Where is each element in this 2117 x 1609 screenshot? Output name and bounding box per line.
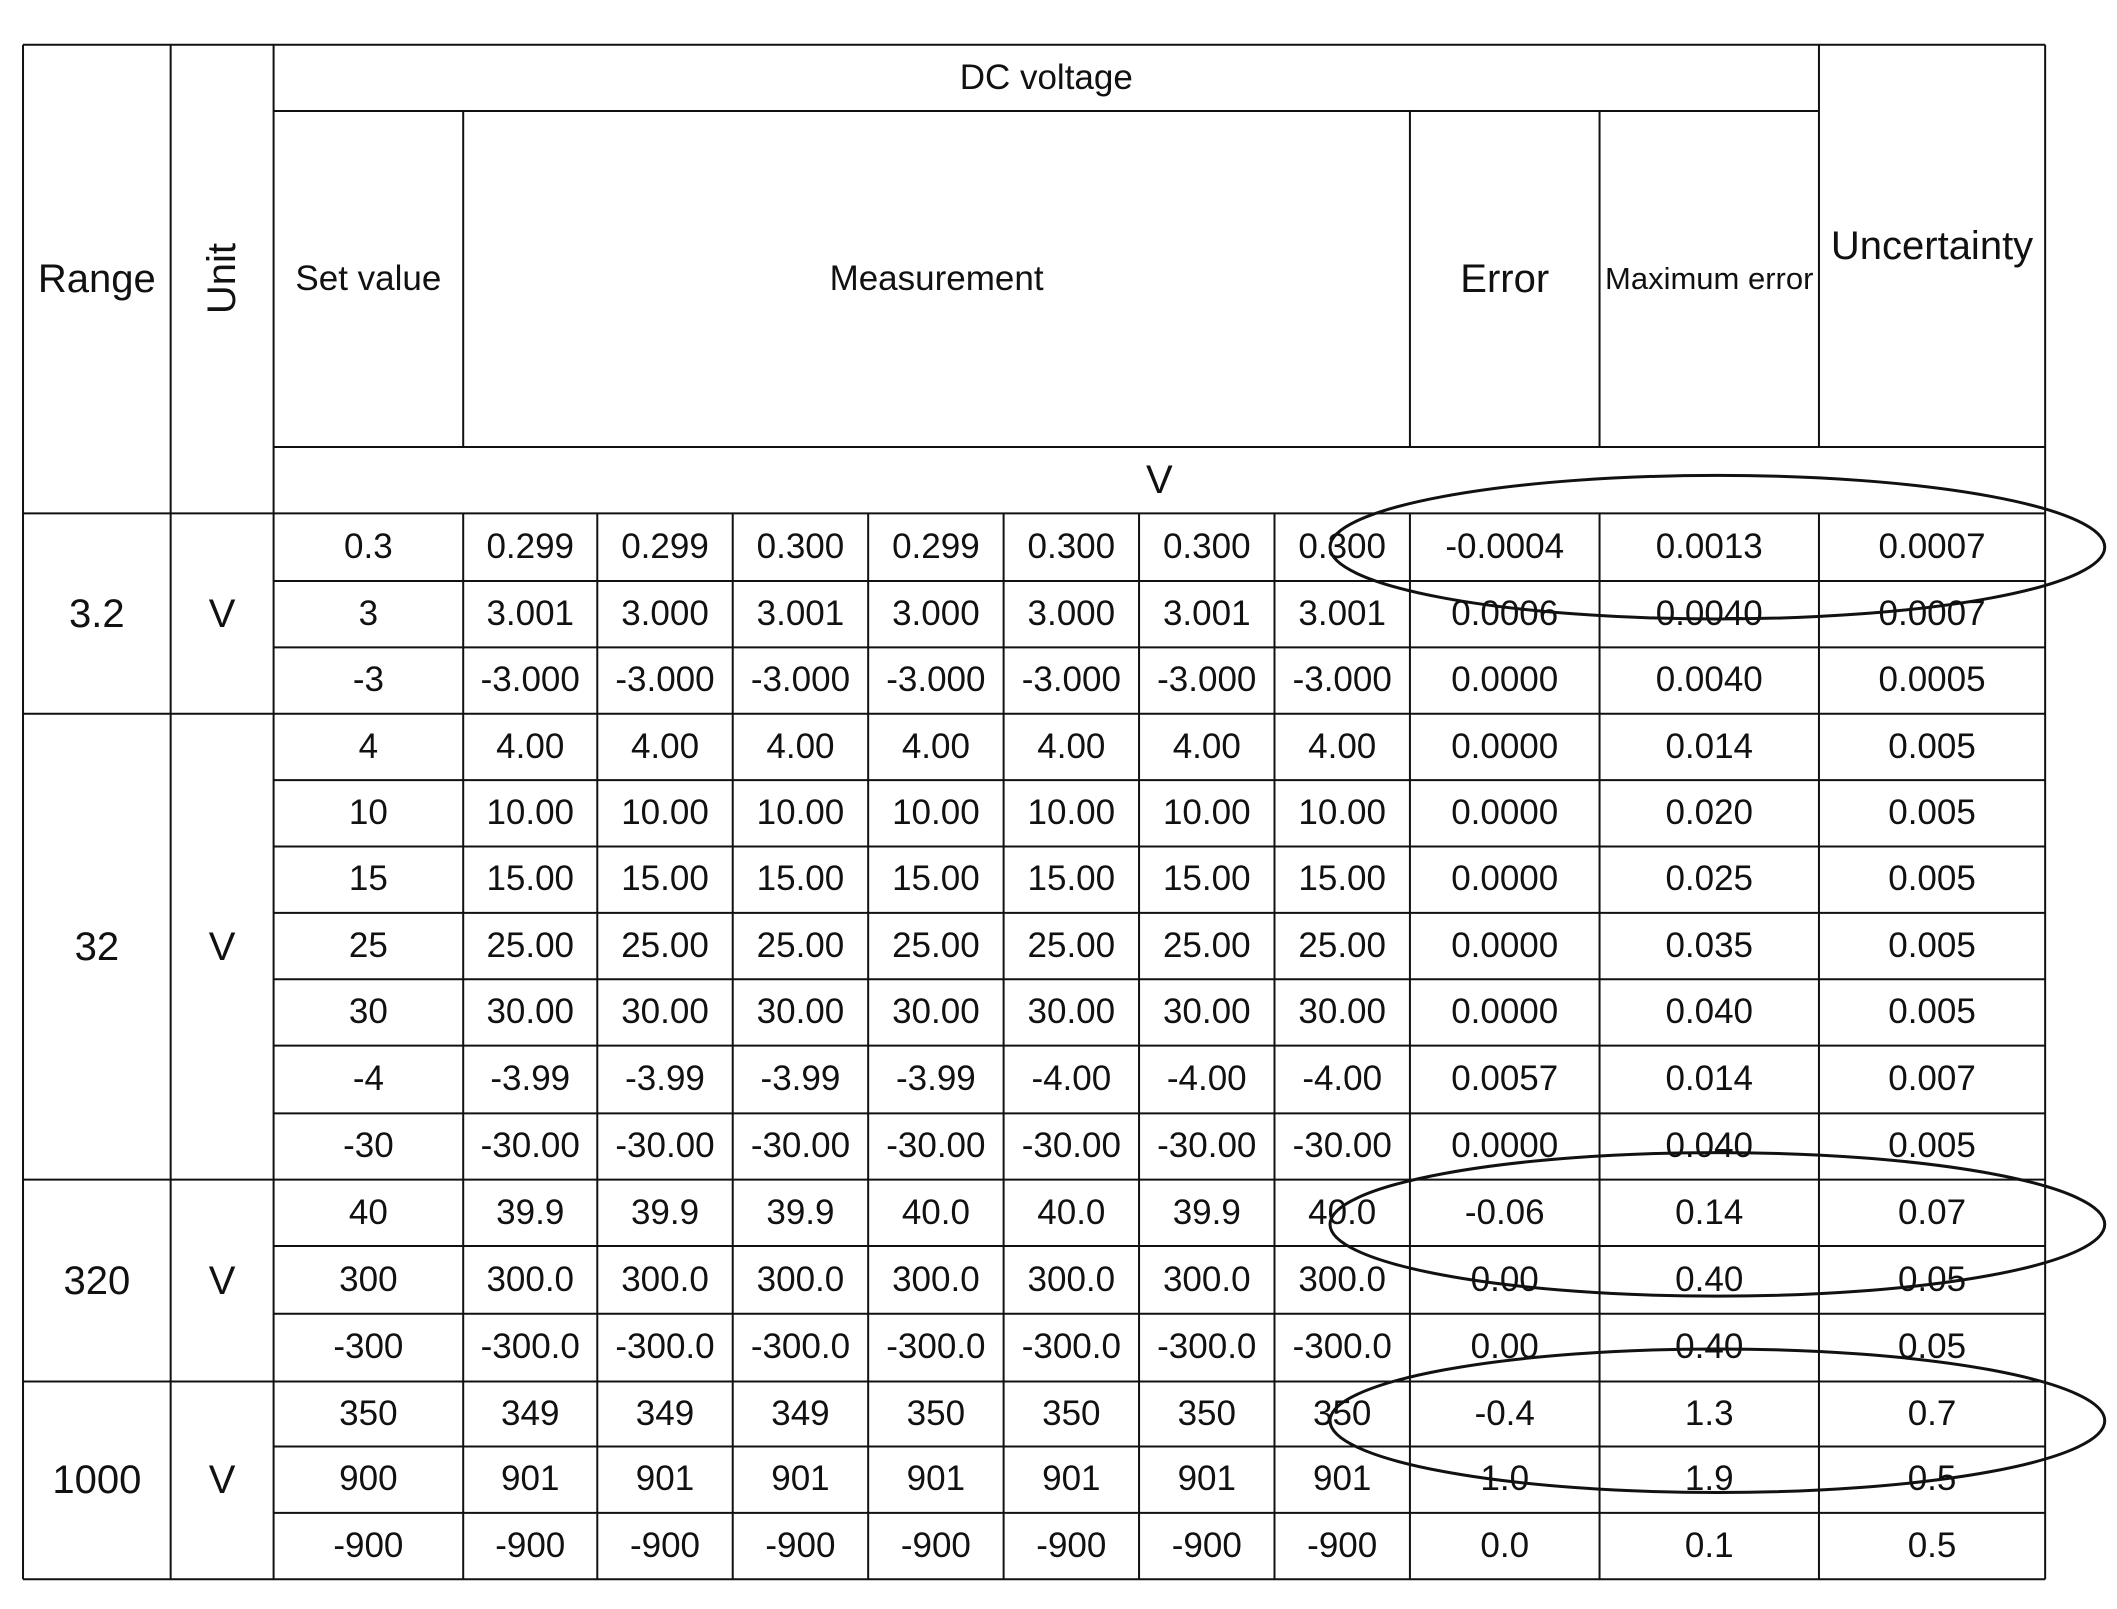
measurement-cell: -900 bbox=[900, 1525, 971, 1565]
uncertainty-cell: 0.07 bbox=[1897, 1192, 1967, 1232]
max-error-cell: 0.014 bbox=[1665, 1059, 1754, 1099]
set-value-cell: -3 bbox=[352, 660, 384, 700]
measurement-cell: -300.0 bbox=[886, 1327, 986, 1367]
measurement-cell: 30.00 bbox=[486, 992, 575, 1032]
error-cell: 0.0000 bbox=[1451, 1126, 1559, 1166]
measurement-cell: 0.299 bbox=[486, 526, 575, 566]
measurement-cell: 3.001 bbox=[1298, 593, 1386, 633]
measurement-cell: 350 bbox=[1177, 1393, 1236, 1433]
measurement-cell: 25.00 bbox=[892, 925, 980, 965]
measurement-cell: 901 bbox=[635, 1459, 695, 1499]
max-error-cell: 0.040 bbox=[1665, 992, 1754, 1032]
measurement-cell: 25.00 bbox=[1298, 925, 1386, 965]
uncertainty-cell: 0.005 bbox=[1888, 726, 1976, 766]
measurement-cell: -30.00 bbox=[886, 1126, 986, 1166]
measurement-cell: 15.00 bbox=[1027, 859, 1116, 899]
measurement-cell: -30.00 bbox=[615, 1126, 715, 1166]
max-error-cell: 1.3 bbox=[1684, 1393, 1734, 1433]
measurement-cell: -3.99 bbox=[625, 1059, 705, 1099]
measurement-cell: 4.00 bbox=[901, 726, 970, 766]
measurement-cell: 300.0 bbox=[892, 1259, 980, 1299]
measurement-cell: 3.000 bbox=[892, 593, 980, 633]
header-range: Range bbox=[37, 256, 156, 301]
set-value-cell: 25 bbox=[348, 925, 388, 965]
error-cell: 0.0006 bbox=[1451, 593, 1559, 633]
measurement-cell: 349 bbox=[501, 1393, 560, 1433]
measurement-cell: -3.000 bbox=[1292, 660, 1392, 700]
range-cell: 1000 bbox=[52, 1458, 142, 1503]
uncertainty-cell: 0.0007 bbox=[1878, 526, 1986, 566]
uncertainty-cell: 0.7 bbox=[1907, 1393, 1957, 1433]
max-error-cell: 0.1 bbox=[1684, 1525, 1734, 1565]
max-error-cell: 0.14 bbox=[1675, 1192, 1744, 1232]
measurement-cell: -30.00 bbox=[1021, 1126, 1121, 1166]
measurement-cell: 15.00 bbox=[756, 859, 845, 899]
measurement-cell: 901 bbox=[1042, 1459, 1101, 1499]
measurement-cell: 25.00 bbox=[621, 925, 709, 965]
measurement-cell: -300.0 bbox=[480, 1327, 580, 1367]
measurement-cell: -300.0 bbox=[615, 1327, 715, 1367]
measurement-cell: -4.00 bbox=[1302, 1059, 1383, 1099]
measurement-cell: 15.00 bbox=[486, 859, 575, 899]
error-cell: 0.00 bbox=[1470, 1327, 1539, 1367]
measurement-cell: 300.0 bbox=[621, 1259, 709, 1299]
set-value-cell: -300 bbox=[333, 1327, 404, 1367]
uncertainty-cell: 0.0007 bbox=[1878, 593, 1986, 633]
unit-cell: V bbox=[208, 1258, 236, 1303]
measurement-cell: 15.00 bbox=[1162, 859, 1251, 899]
uncertainty-cell: 0.005 bbox=[1888, 1126, 1976, 1166]
uncertainty-cell: 0.5 bbox=[1907, 1525, 1957, 1565]
max-error-cell: 0.035 bbox=[1665, 925, 1754, 965]
measurement-cell: -3.000 bbox=[615, 660, 715, 700]
measurement-cell: -3.000 bbox=[750, 660, 851, 700]
header-uncertainty: Uncertainty bbox=[1830, 223, 2034, 268]
measurement-cell: 30.00 bbox=[756, 992, 845, 1032]
error-cell: -0.0004 bbox=[1445, 526, 1565, 566]
measurement-cell: 0.300 bbox=[1162, 526, 1251, 566]
uncertainty-cell: 0.5 bbox=[1907, 1459, 1957, 1499]
measurement-cell: -3.000 bbox=[480, 660, 580, 700]
measurement-cell: -30.00 bbox=[480, 1126, 580, 1166]
set-value-cell: 30 bbox=[348, 992, 388, 1032]
range-cell: 32 bbox=[74, 924, 120, 969]
measurement-cell: -900 bbox=[765, 1525, 836, 1565]
measurement-cell: 30.00 bbox=[1298, 992, 1386, 1032]
measurement-cell: 10.00 bbox=[756, 793, 845, 833]
measurement-cell: 300.0 bbox=[1027, 1259, 1116, 1299]
measurement-cell: -300.0 bbox=[1021, 1327, 1121, 1367]
set-value-cell: 15 bbox=[348, 859, 388, 899]
error-cell: -0.06 bbox=[1464, 1192, 1545, 1232]
error-cell: 0.0 bbox=[1480, 1525, 1530, 1565]
measurement-cell: -3.99 bbox=[760, 1059, 841, 1099]
max-error-cell: 0.0040 bbox=[1655, 593, 1763, 633]
measurement-cell: 349 bbox=[635, 1393, 695, 1433]
header-error: Error bbox=[1460, 256, 1550, 301]
max-error-cell: 0.0013 bbox=[1655, 526, 1763, 566]
set-value-cell: 40 bbox=[348, 1192, 388, 1232]
measurement-cell: -3.000 bbox=[1021, 660, 1121, 700]
measurement-cell: -900 bbox=[1036, 1525, 1107, 1565]
measurement-cell: -3.000 bbox=[1157, 660, 1257, 700]
max-error-cell: 1.9 bbox=[1684, 1459, 1734, 1499]
measurement-cell: 4.00 bbox=[1037, 726, 1106, 766]
measurement-cell: 0.300 bbox=[756, 526, 845, 566]
measurement-cell: 30.00 bbox=[1027, 992, 1116, 1032]
measurement-cell: 25.00 bbox=[486, 925, 575, 965]
measurement-cell: 4.00 bbox=[766, 726, 835, 766]
unit-cell: V bbox=[208, 1458, 236, 1503]
measurement-cell: 10.00 bbox=[1162, 793, 1251, 833]
range-cell: 3.2 bbox=[69, 591, 125, 636]
set-value-cell: 900 bbox=[339, 1459, 398, 1499]
measurement-cell: 25.00 bbox=[1162, 925, 1251, 965]
measurement-cell: 10.00 bbox=[1298, 793, 1386, 833]
uncertainty-cell: 0.005 bbox=[1888, 992, 1976, 1032]
set-value-cell: 0.3 bbox=[344, 526, 393, 566]
measurement-cell: -900 bbox=[1307, 1525, 1378, 1565]
measurement-cell: 4.00 bbox=[1308, 726, 1377, 766]
error-cell: 0.0057 bbox=[1451, 1059, 1559, 1099]
measurement-cell: -3.000 bbox=[886, 660, 986, 700]
measurement-cell: 901 bbox=[501, 1459, 560, 1499]
measurement-cell: 350 bbox=[1313, 1393, 1372, 1433]
error-cell: 0.0000 bbox=[1451, 726, 1559, 766]
set-value-cell: -4 bbox=[352, 1059, 384, 1099]
header-unit bbox=[171, 45, 274, 514]
max-error-cell: 0.040 bbox=[1665, 1126, 1754, 1166]
max-error-cell: 0.40 bbox=[1675, 1327, 1744, 1367]
measurement-cell: 4.00 bbox=[1172, 726, 1241, 766]
measurement-cell: 40.0 bbox=[1037, 1192, 1106, 1232]
measurement-cell: 3.000 bbox=[1027, 593, 1116, 633]
header-unit-row: V bbox=[1146, 458, 1173, 503]
measurement-cell: 349 bbox=[771, 1393, 830, 1433]
max-error-cell: 0.020 bbox=[1665, 793, 1754, 833]
measurement-cell: 40.0 bbox=[1308, 1192, 1377, 1232]
header-measurement: Measurement bbox=[829, 258, 1044, 298]
measurement-cell: 10.00 bbox=[486, 793, 575, 833]
measurement-cell: -900 bbox=[1171, 1525, 1242, 1565]
max-error-cell: 0.40 bbox=[1675, 1259, 1744, 1299]
set-value-cell: -900 bbox=[333, 1525, 404, 1565]
set-value-cell: 300 bbox=[339, 1259, 398, 1299]
measurement-cell: 3.001 bbox=[486, 593, 575, 633]
error-cell: 1.0 bbox=[1480, 1459, 1530, 1499]
set-value-cell: 10 bbox=[348, 793, 388, 833]
error-cell: 0.0000 bbox=[1451, 992, 1559, 1032]
uncertainty-cell: 0.05 bbox=[1897, 1327, 1967, 1367]
measurement-cell: 30.00 bbox=[621, 992, 709, 1032]
measurement-cell: 350 bbox=[906, 1393, 966, 1433]
measurement-cell: 40.0 bbox=[901, 1192, 970, 1232]
measurement-cell: 30.00 bbox=[892, 992, 980, 1032]
max-error-cell: 0.025 bbox=[1665, 859, 1754, 899]
measurement-cell: 39.9 bbox=[1172, 1192, 1241, 1232]
uncertainty-cell: 0.005 bbox=[1888, 859, 1976, 899]
header-dc-voltage: DC voltage bbox=[959, 57, 1133, 97]
measurement-cell: 3.001 bbox=[756, 593, 845, 633]
measurement-cell: -3.99 bbox=[895, 1059, 976, 1099]
measurement-cell: 39.9 bbox=[766, 1192, 835, 1232]
max-error-cell: 0.0040 bbox=[1655, 660, 1763, 700]
error-cell: 0.0000 bbox=[1451, 925, 1559, 965]
measurement-cell: 30.00 bbox=[1162, 992, 1251, 1032]
measurement-cell: -900 bbox=[495, 1525, 566, 1565]
measurement-cell: 350 bbox=[1042, 1393, 1101, 1433]
measurement-cell: 15.00 bbox=[621, 859, 709, 899]
measurement-cell: -30.00 bbox=[1292, 1126, 1392, 1166]
error-cell: 0.00 bbox=[1470, 1259, 1539, 1299]
measurement-cell: 15.00 bbox=[892, 859, 980, 899]
measurement-cell: 25.00 bbox=[1027, 925, 1116, 965]
unit-cell: V bbox=[208, 924, 236, 969]
unit-cell: V bbox=[208, 591, 236, 636]
measurement-cell: 901 bbox=[1313, 1459, 1372, 1499]
measurement-cell: 10.00 bbox=[621, 793, 709, 833]
measurement-cell: 25.00 bbox=[756, 925, 845, 965]
measurement-cell: 4.00 bbox=[496, 726, 565, 766]
measurement-cell: -30.00 bbox=[750, 1126, 851, 1166]
measurement-cell: 15.00 bbox=[1298, 859, 1386, 899]
measurement-cell: 300.0 bbox=[756, 1259, 845, 1299]
error-cell: 0.0000 bbox=[1451, 859, 1559, 899]
set-value-cell: -30 bbox=[343, 1126, 394, 1166]
measurement-cell: -300.0 bbox=[1157, 1327, 1257, 1367]
measurement-cell: 0.300 bbox=[1027, 526, 1116, 566]
header-set-value: Set value bbox=[295, 258, 442, 298]
header-unit-label: Unit bbox=[200, 243, 245, 315]
measurement-cell: 0.299 bbox=[621, 526, 709, 566]
measurement-cell: -4.00 bbox=[1166, 1059, 1247, 1099]
uncertainty-cell: 0.005 bbox=[1888, 925, 1976, 965]
measurement-cell: 3.001 bbox=[1162, 593, 1251, 633]
measurement-cell: -30.00 bbox=[1157, 1126, 1257, 1166]
range-cell: 320 bbox=[63, 1258, 131, 1303]
measurement-cell: 300.0 bbox=[1162, 1259, 1251, 1299]
uncertainty-cell: 0.05 bbox=[1897, 1259, 1967, 1299]
measurement-cell: 300.0 bbox=[486, 1259, 575, 1299]
set-value-cell: 350 bbox=[339, 1393, 398, 1433]
uncertainty-cell: 0.0005 bbox=[1878, 660, 1986, 700]
max-error-cell: 0.014 bbox=[1665, 726, 1754, 766]
set-value-cell: 3 bbox=[358, 593, 379, 633]
measurement-cell: -300.0 bbox=[1292, 1327, 1392, 1367]
measurement-cell: 39.9 bbox=[630, 1192, 700, 1232]
measurement-cell: 0.299 bbox=[892, 526, 980, 566]
measurement-cell: 0.300 bbox=[1298, 526, 1386, 566]
measurement-cell: 10.00 bbox=[892, 793, 980, 833]
uncertainty-cell: 0.005 bbox=[1888, 793, 1976, 833]
error-cell: -0.4 bbox=[1474, 1393, 1535, 1433]
measurement-cell: -300.0 bbox=[750, 1327, 851, 1367]
measurement-cell: 901 bbox=[906, 1459, 966, 1499]
measurement-cell: 39.9 bbox=[496, 1192, 565, 1232]
set-value-cell: 4 bbox=[358, 726, 379, 766]
measurement-cell: 901 bbox=[1177, 1459, 1236, 1499]
measurement-cell: 300.0 bbox=[1298, 1259, 1386, 1299]
uncertainty-cell: 0.007 bbox=[1888, 1059, 1976, 1099]
header-maximum-error: Maximum error bbox=[1605, 260, 1814, 296]
measurement-cell: 10.00 bbox=[1027, 793, 1116, 833]
error-cell: 0.0000 bbox=[1451, 793, 1559, 833]
measurement-cell: -3.99 bbox=[490, 1059, 571, 1099]
measurement-cell: 4.00 bbox=[630, 726, 700, 766]
measurement-cell: 901 bbox=[771, 1459, 830, 1499]
measurement-cell: 3.000 bbox=[621, 593, 709, 633]
measurement-cell: -900 bbox=[629, 1525, 701, 1565]
error-cell: 0.0000 bbox=[1451, 660, 1559, 700]
measurement-cell: -4.00 bbox=[1031, 1059, 1112, 1099]
